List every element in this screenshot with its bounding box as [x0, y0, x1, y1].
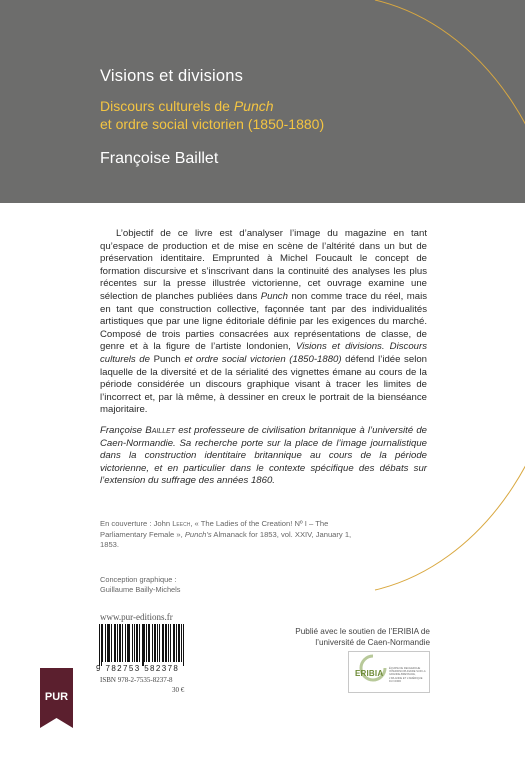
- blurb-italic-title: Visions et divisions. Discours culturels de: [100, 341, 428, 365]
- barcode-bar: [107, 624, 108, 662]
- barcode-bar: [174, 624, 175, 662]
- barcode-bar: [142, 624, 143, 666]
- bio-text: est professeure de civilisation britannique à l’université de Caen-Normandie. Sa recherche porte sur la place de l’image journalistique dans la construction identitaire britannique au cours de la période victorienne, et en particulier dans le contexte spécifique des débats sur l’extension du suffrage des années 1860.: [100, 425, 427, 487]
- barcode-bar: [99, 624, 100, 666]
- barcode-bar: [122, 624, 123, 662]
- subtitle-line2: et ordre social victorien (1850-1880): [100, 116, 325, 132]
- bio-first-name: Françoise: [100, 425, 146, 436]
- credits-italic: Punch’s: [184, 529, 212, 539]
- barcode-bar: [173, 624, 174, 662]
- barcode-bar: [134, 624, 135, 662]
- barcode-bar: [115, 624, 116, 662]
- eribia-tagline: ÉQUIPE DE RECHERCHE INTERDISCIPLINAIRE SUR LA GRANDE-BRETAGNE, L’IRLANDE ET L’AMÉRIQUE DU NORD: [389, 667, 426, 683]
- barcode-bar: [144, 624, 145, 662]
- barcode-bar: [108, 624, 109, 662]
- barcode-bar: [181, 624, 182, 662]
- barcode-bar: [127, 624, 128, 662]
- eribia-logo: [348, 651, 430, 693]
- blurb-roman-punch: Punch: [153, 353, 181, 365]
- barcode-bar: [111, 624, 112, 662]
- barcode-bar: [128, 624, 129, 662]
- blurb-text-c: défend l’idée selon laquelle de la diversité et de la sérialité des vignettes émane au cours de la période considérée un discours graphique visant à tracer les limites de l’incorrect et, par là même, à dessiner en creux le portrait de la bienséance majoritaire.: [100, 353, 427, 416]
- barcode-bar: [149, 624, 150, 662]
- barcode-bar: [148, 624, 149, 662]
- barcode-bar: [155, 624, 156, 662]
- barcode-bar: [132, 624, 133, 662]
- pur-logo-text: PUR: [44, 691, 69, 703]
- barcode-bar: [159, 624, 160, 662]
- cover-credits: [100, 519, 360, 551]
- barcode-bar: [178, 624, 179, 662]
- barcode-bar: [166, 624, 167, 662]
- bio-last-name: Baillet: [145, 425, 176, 436]
- subtitle-prefix: Discours culturels de: [100, 98, 234, 114]
- barcode-bar: [157, 624, 158, 662]
- subtitle-italic: Punch: [233, 98, 274, 114]
- book-title: Visions et divisions: [100, 67, 244, 85]
- support-line2: l’université de Caen-Normandie: [315, 637, 430, 647]
- barcode-bar: [179, 624, 180, 662]
- isbn: ISBN 978-2-7535-8237-8: [100, 676, 173, 684]
- support-notice: [282, 627, 430, 648]
- barcode-bar: [105, 624, 106, 662]
- barcode-bar: [176, 624, 177, 662]
- blurb-italic-title-end: et ordre social victorien (1850-1880): [180, 353, 342, 365]
- barcode-bar: [163, 624, 164, 662]
- barcode-bar: [117, 624, 118, 662]
- design-label: Conception graphique :: [100, 575, 177, 584]
- barcode-bar: [101, 624, 102, 666]
- barcode-bar: [114, 624, 115, 662]
- barcode-bar: [125, 624, 126, 662]
- isbn-barcode: [99, 624, 185, 668]
- barcode-bar: [139, 624, 140, 662]
- barcode-bar: [168, 624, 169, 662]
- blurb-italic-punch: Punch: [260, 290, 288, 302]
- barcode-bar: [170, 624, 171, 662]
- price: 30 €: [172, 686, 185, 694]
- blurb-text-a: L’objectif de ce livre est d’analyser l’image du magazine en tant qu’espace de production et de mise en scène de l’altérité dans un but de préservation identitaire. Emprunted à Michel Foucault le concept de formation discursive et s’inscrivant dans la continuité des analyses les plus récentes sur la presse illustrée victorienne, cet ouvrage examine une sélection de planches publiées dans: [100, 228, 427, 302]
- book-subtitle: [100, 97, 400, 133]
- barcode-bar: [143, 624, 144, 666]
- barcode-bar: [152, 624, 153, 662]
- credits-artist: Leech: [172, 519, 191, 528]
- graphic-design-credit: [100, 575, 181, 595]
- barcode-number: 9 782753 582378: [96, 664, 180, 673]
- barcode-bar: [129, 624, 130, 662]
- barcode-bar: [119, 624, 120, 662]
- eribia-name: ERIBIA: [355, 669, 384, 678]
- credits-end: Almanack for 1853, vol. XXIV, January 1, 1853.: [100, 529, 352, 549]
- barcode-bar: [120, 624, 121, 662]
- barcode-bar: [183, 624, 184, 666]
- support-line1: Publié avec le soutien de l’ERIBIA de: [295, 627, 430, 636]
- barcode-bar: [137, 624, 138, 662]
- barcode-bar: [165, 624, 166, 662]
- design-name: Guillaume Bailly-Michels: [100, 584, 181, 594]
- credits-prefix: En couverture : John: [100, 519, 173, 528]
- blurb-text-b: non comme trace du réel, mais en tant que construction collective, façonnée tant par des individualités artistiques que par une ligne éditoriale définie par les exigences du marché. Composé de trois parties consacrées aux représentations de classe, de genre et à la figure de l’artiste londonien,: [100, 290, 428, 353]
- pur-logo: [40, 668, 73, 728]
- barcode-bar: [162, 624, 163, 662]
- barcode-bar: [154, 624, 155, 662]
- barcode-bar: [109, 624, 110, 662]
- barcode-bar: [136, 624, 137, 662]
- barcode-bar: [146, 624, 147, 662]
- credits-text: , « The Ladies of the Creation! Nº I – The Parliamentary Female »,: [100, 519, 329, 539]
- book-author: Françoise Baillet: [100, 150, 219, 167]
- publisher-url[interactable]: www.pur-editions.fr: [100, 612, 173, 622]
- author-bio: [100, 425, 427, 488]
- barcode-bar: [102, 624, 103, 662]
- back-cover-blurb: [100, 228, 427, 417]
